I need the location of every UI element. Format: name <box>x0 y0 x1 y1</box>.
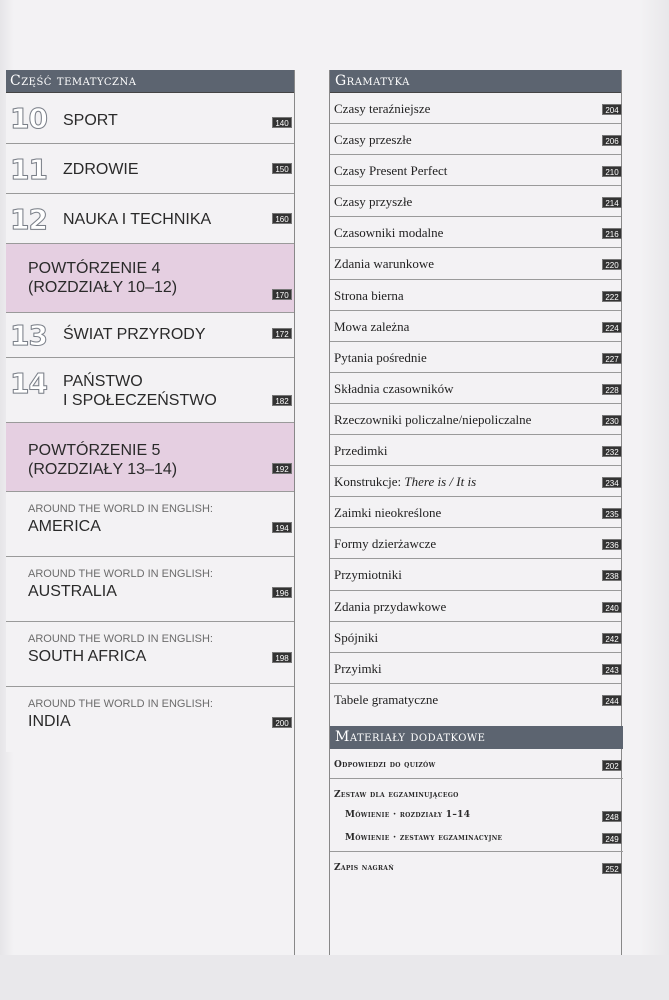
grammar-label: Zdania warunkowe <box>334 256 434 272</box>
chapter-title: ZDROWIE <box>63 161 139 178</box>
around-subtitle: AROUND THE WORLD IN ENGLISH: <box>28 503 213 515</box>
page-number: 210 <box>602 166 622 177</box>
around-title: AMERICA <box>28 518 101 535</box>
grammar-item[interactable] <box>330 248 621 279</box>
review-subtitle: (ROZDZIAŁY 10–12) <box>28 279 178 296</box>
grammar-item[interactable] <box>330 93 621 124</box>
grammar-item[interactable] <box>330 186 621 217</box>
around-title: INDIA <box>28 713 71 730</box>
page-number: 196 <box>272 587 292 598</box>
review-5[interactable] <box>6 423 294 492</box>
chapter-title: NAUKA I TECHNIKA <box>63 211 212 228</box>
around-india[interactable] <box>6 687 294 752</box>
grammar-label: Czasy przyszłe <box>334 194 413 210</box>
page-number: 202 <box>602 760 622 771</box>
grammar-label-prefix: Konstrukcje: <box>334 474 405 490</box>
page-number: 228 <box>602 384 622 395</box>
page-number: 204 <box>602 104 622 115</box>
chapter-title: SPORT <box>63 112 118 129</box>
grammar-label: Przyimki <box>334 660 382 676</box>
grammar-label: Zdania przydawkowe <box>334 598 447 614</box>
chapter-10[interactable] <box>6 93 294 144</box>
around-title: SOUTH AFRICA <box>28 648 147 665</box>
grammar-item[interactable] <box>330 559 621 590</box>
divider <box>330 778 623 779</box>
page-number: 200 <box>272 717 292 728</box>
review-4[interactable] <box>6 244 294 313</box>
grammar-item[interactable] <box>330 373 621 404</box>
speaking-chapters-link[interactable]: Mówienie · rozdziały 1–14 <box>345 810 471 820</box>
page-number: 244 <box>602 695 622 706</box>
recordings-link[interactable]: Zapis nagrań <box>334 863 394 873</box>
grammar-item[interactable] <box>330 591 621 622</box>
grammar-label: Zaimki nieokreślone <box>334 505 442 521</box>
page-number: 140 <box>272 117 292 128</box>
grammar-item[interactable] <box>330 404 621 435</box>
review-title: POWTÓRZENIE 4 <box>28 260 161 277</box>
grammar-list <box>330 93 621 715</box>
page-number: 170 <box>272 289 292 300</box>
chapter-number: 11 <box>10 153 47 186</box>
page-number: 236 <box>602 539 622 550</box>
chapter-13[interactable] <box>6 313 294 358</box>
chapter-number: 12 <box>10 203 47 236</box>
grammar-item[interactable] <box>330 653 621 684</box>
bottom-band <box>0 955 669 1000</box>
page-number: 222 <box>602 291 622 302</box>
grammar-label: Czasowniki modalne <box>334 225 444 241</box>
page-number: 206 <box>602 135 622 146</box>
page-number: 232 <box>602 446 622 457</box>
page-number: 216 <box>602 228 622 239</box>
grammar-item[interactable] <box>330 217 621 248</box>
grammar-item[interactable] <box>330 435 621 466</box>
page-number: 220 <box>602 259 622 270</box>
page-number: 224 <box>602 322 622 333</box>
grammar-label: Przymiotniki <box>334 567 402 583</box>
grammar-item[interactable] <box>330 622 621 653</box>
grammar-item[interactable] <box>330 497 621 528</box>
page-number: 242 <box>602 633 622 644</box>
review-subtitle: (ROZDZIAŁY 13–14) <box>28 461 178 478</box>
grammar-label: Mowa zależna <box>334 318 410 334</box>
grammar-label: Pytania pośrednie <box>334 349 427 365</box>
page-number: 249 <box>602 833 622 844</box>
grammar-item[interactable] <box>330 311 621 342</box>
grammar-item[interactable] <box>330 342 621 373</box>
grammar-label: Przedimki <box>334 443 388 459</box>
page-number: 194 <box>272 522 292 533</box>
chapter-number: 10 <box>10 102 47 135</box>
page-number: 238 <box>602 570 622 581</box>
grammar-label: Formy dzierżawcze <box>334 536 437 552</box>
chapter-12[interactable] <box>6 194 294 244</box>
thematic-header: Część tematyczna <box>6 70 294 93</box>
grammar-label: Rzeczowniki policzalne/niepoliczalne <box>334 411 532 427</box>
grammar-item[interactable] <box>330 466 621 497</box>
around-subtitle: AROUND THE WORLD IN ENGLISH: <box>28 568 213 580</box>
grammar-header: Gramatyka <box>330 70 621 93</box>
page-number: 240 <box>602 602 622 613</box>
page-number: 182 <box>272 395 292 406</box>
page-number: 248 <box>602 811 622 822</box>
page-number: 227 <box>602 353 622 364</box>
answers-link[interactable]: Odpowiedzi do quizów <box>334 760 436 770</box>
grammar-item[interactable] <box>330 528 621 559</box>
grammar-section <box>329 70 622 955</box>
grammar-label: Składnia czasowników <box>334 380 454 396</box>
page-number: 243 <box>602 664 622 675</box>
speaking-exam-sets-link[interactable]: Mówienie · zestawy egzaminacyjne <box>345 833 503 843</box>
chapter-title-line2: I SPOŁECZEŃSTWO <box>63 392 217 409</box>
page-number: 230 <box>602 415 622 426</box>
grammar-label-italic: There is / It is <box>404 474 477 490</box>
grammar-label: Czasy Present Perfect <box>334 163 448 179</box>
grammar-item[interactable] <box>330 124 621 155</box>
grammar-label <box>334 474 476 490</box>
grammar-label: Spójniki <box>334 629 379 645</box>
materials-header: Materiały dodatkowe <box>330 726 623 749</box>
page-number: 234 <box>602 477 622 488</box>
grammar-item[interactable] <box>330 684 621 715</box>
review-title: POWTÓRZENIE 5 <box>28 442 161 459</box>
page-number: 198 <box>272 652 292 663</box>
chapter-title: PAŃSTWO <box>63 373 143 390</box>
grammar-label: Czasy przeszłe <box>334 132 412 148</box>
grammar-label: Tabele gramatyczne <box>334 691 439 707</box>
page-number: 235 <box>602 508 622 519</box>
page-number: 192 <box>272 463 292 474</box>
divider <box>330 851 623 852</box>
thematic-section <box>6 70 295 955</box>
around-title: AUSTRALIA <box>28 583 117 600</box>
grammar-label: Czasy teraźniejsze <box>334 101 431 116</box>
around-subtitle: AROUND THE WORLD IN ENGLISH: <box>28 698 213 710</box>
grammar-label: Strona bierna <box>334 287 404 303</box>
page-number: 214 <box>602 197 622 208</box>
chapter-11[interactable] <box>6 144 294 194</box>
chapter-number: 14 <box>10 367 47 400</box>
page-number: 172 <box>272 328 292 339</box>
around-south-africa[interactable] <box>6 622 294 687</box>
around-subtitle: AROUND THE WORLD IN ENGLISH: <box>28 633 213 645</box>
chapter-number: 13 <box>10 319 47 352</box>
examiner-set-link[interactable]: Zestaw dla egzaminującego <box>334 790 459 800</box>
page-number: 252 <box>602 863 622 874</box>
grammar-item[interactable] <box>330 280 621 311</box>
around-america[interactable] <box>6 492 294 557</box>
grammar-item[interactable] <box>330 155 621 186</box>
around-australia[interactable] <box>6 557 294 622</box>
page-number: 160 <box>272 213 292 224</box>
chapter-14[interactable] <box>6 358 294 423</box>
chapter-title: ŚWIAT PRZYRODY <box>63 326 206 343</box>
page-number: 150 <box>272 163 292 174</box>
